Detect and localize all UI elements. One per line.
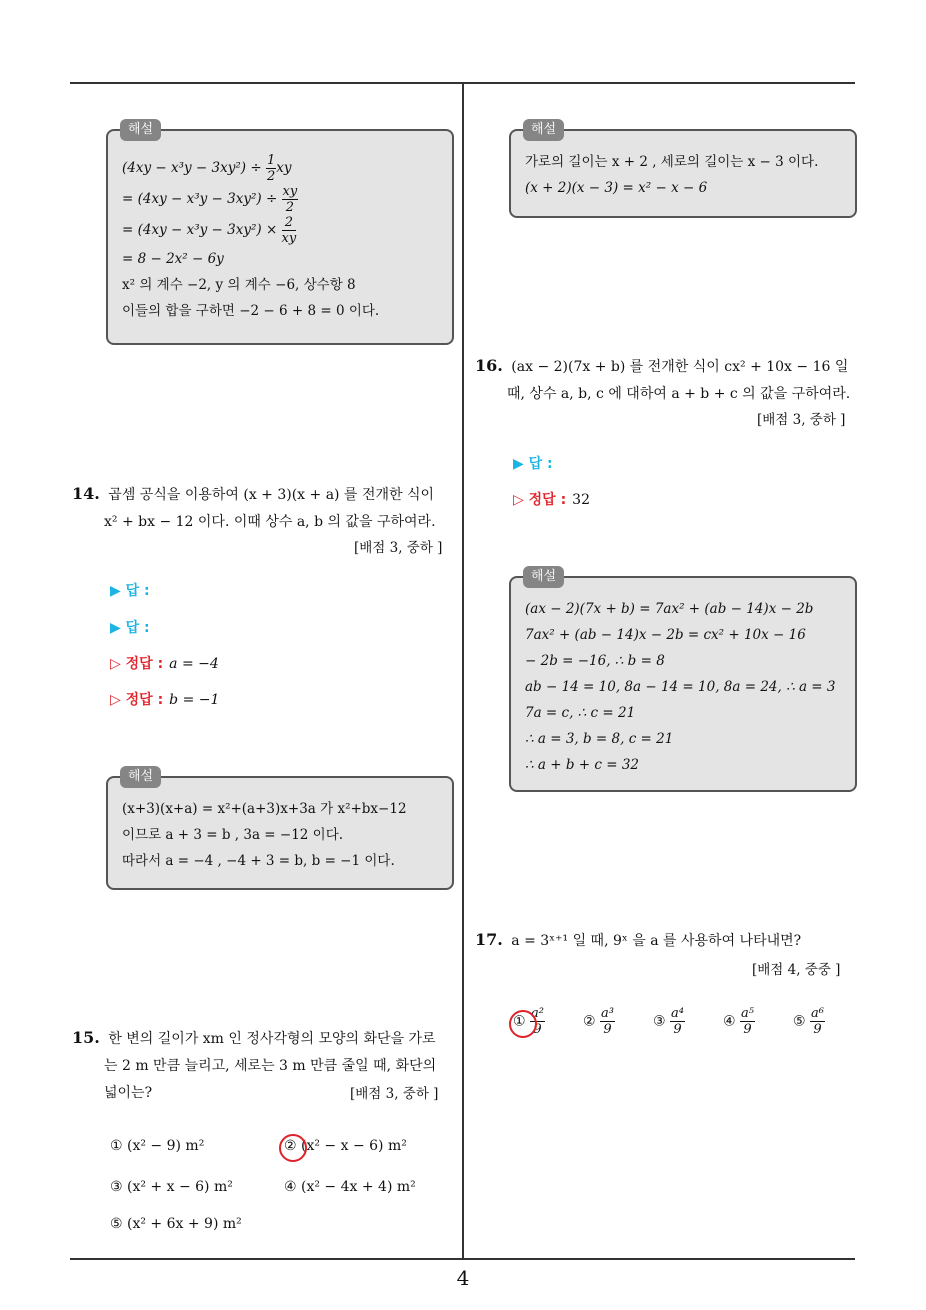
- fraction: $\frac{\text{a⁶}}{9}$: [811, 1006, 824, 1037]
- question-line: a = 3ˣ⁺¹ 일 때, 9ˣ 을 a 를 사용하여 나타내면?: [511, 933, 802, 949]
- sol13-line6: 이들의 합을 구하면 −2 − 6 + 8 = 0 이다.: [122, 303, 380, 319]
- choice-2[interactable]: ② (x² − x − 6) m²: [284, 1138, 407, 1154]
- answer-prompt[interactable]: ▶ 답 :: [110, 620, 150, 636]
- bottom-rule: [70, 1258, 855, 1260]
- choice-5[interactable]: ⑤ $\frac{\text{a⁶}}{9}$: [793, 1006, 824, 1037]
- solution-box-14: [106, 769, 454, 890]
- solution-box-13: [106, 122, 454, 345]
- solution-tag: 해설: [120, 766, 161, 788]
- choice-4[interactable]: ④ (x² − 4x + 4) m²: [284, 1179, 416, 1195]
- choice-1[interactable]: ① $\frac{\text{a²}}{9}$: [513, 1006, 544, 1037]
- sol16-line6: ∴ a = 3, b = 8, c = 21: [525, 731, 674, 747]
- selected-answer-circle: [279, 1134, 307, 1162]
- solution-box-15: [509, 122, 857, 218]
- question-line: 때, 상수 a, b, c 에 대하여 a + b + c 의 값을 구하여라.: [507, 386, 851, 402]
- question-meta: [배점 3, 중하 ]: [354, 540, 443, 556]
- solution-box-16: [509, 569, 857, 792]
- question-meta: [배점 3, 중하 ]: [757, 412, 846, 428]
- correct-answer: ▷ 정답 : a = −4: [110, 656, 219, 672]
- question-16: [475, 352, 865, 408]
- sol16-line1: (ax − 2)(7x + b) = 7ax² + (ab − 14)x − 2b: [525, 601, 814, 617]
- question-number: 15.: [72, 1028, 100, 1047]
- sol15-line1: 가로의 길이는 x + 2 , 세로의 길이는 x − 3 이다.: [525, 154, 819, 170]
- answer-prompt[interactable]: ▶ 답 :: [110, 583, 150, 599]
- choice-3[interactable]: ③ (x² + x − 6) m²: [110, 1179, 233, 1195]
- solution-tag: 해설: [120, 119, 161, 141]
- question-line: (ax − 2)(7x + b) 를 전개한 식이 cx² + 10x − 16 일: [511, 359, 849, 375]
- sol15-line2: (x + 2)(x − 3) = x² − x − 6: [525, 180, 708, 196]
- question-number: 17.: [475, 930, 503, 949]
- fraction: $\frac{xy}{2}$: [282, 184, 298, 215]
- fraction: $\frac{\text{a²}}{9}$: [531, 1006, 544, 1037]
- question-17: [475, 926, 865, 955]
- sol13-line5: x² 의 계수 −2, y 의 계수 −6, 상수항 8: [122, 277, 356, 293]
- question-14: [72, 480, 462, 536]
- fraction: $\frac{1}{2}$: [266, 153, 276, 184]
- question-meta: [배점 3, 중하 ]: [350, 1086, 439, 1102]
- correct-answer: ▷ 정답 : b = −1: [110, 692, 220, 708]
- sol13-line4: = 8 − 2x² − 6y: [122, 251, 224, 267]
- solution-tag: 해설: [523, 119, 564, 141]
- column-divider: [462, 83, 464, 1259]
- choice-3[interactable]: ③ $\frac{\text{a⁴}}{9}$: [653, 1006, 684, 1037]
- solution-tag: 해설: [523, 566, 564, 588]
- answer-prompt[interactable]: ▶ 답 :: [513, 456, 553, 472]
- question-number: 14.: [72, 484, 100, 503]
- page-number: 4: [456, 1266, 470, 1290]
- fraction: $\frac{\text{a⁵}}{9}$: [741, 1006, 754, 1037]
- question-line: 곱셈 공식을 이용하여 (x + 3)(x + a) 를 전개한 식이: [108, 487, 435, 503]
- fraction: $\frac{\text{a⁴}}{9}$: [671, 1006, 684, 1037]
- choice-1[interactable]: ① (x² − 9) m²: [110, 1138, 205, 1154]
- fraction: $\frac{2}{xy}$: [281, 215, 297, 246]
- sol14-line2: 이므로 a + 3 = b , 3a = −12 이다.: [122, 827, 344, 843]
- question-line: 한 변의 길이가 xm 인 정사각형의 모양의 화단을 가로: [108, 1031, 436, 1047]
- correct-answer: ▷ 정답 : 32: [513, 492, 590, 508]
- choice-2[interactable]: ② $\frac{\text{a³}}{9}$: [583, 1006, 614, 1037]
- sol16-line5: 7a = c, ∴ c = 21: [525, 705, 636, 721]
- sol16-line4: ab − 14 = 10, 8a − 14 = 10, 8a = 24, ∴ a = 3: [525, 679, 836, 695]
- sol14-line3: 따라서 a = −4 , −4 + 3 = b, b = −1 이다.: [122, 853, 395, 869]
- sol16-line2: 7ax² + (ab − 14)x − 2b = cx² + 10x − 16: [525, 627, 806, 643]
- fraction: $\frac{\text{a³}}{9}$: [601, 1006, 614, 1037]
- question-line: 는 2 m 만큼 늘리고, 세로는 3 m 만큼 줄일 때, 화단의: [104, 1058, 437, 1074]
- sol14-line1: (x+3)(x+a) = x²+(a+3)x+3a 가 x²+bx−12: [122, 801, 407, 817]
- choice-5[interactable]: ⑤ (x² + 6x + 9) m²: [110, 1216, 242, 1232]
- sol13-line2: = (4xy − x³y − 3xy²) ÷ $\frac{xy}{2}$: [122, 184, 298, 215]
- sol16-line7: ∴ a + b + c = 32: [525, 757, 639, 773]
- question-line: 넓이는?: [104, 1085, 153, 1101]
- sol16-line3: − 2b = −16, ∴ b = 8: [525, 653, 665, 669]
- selected-answer-circle: [509, 1010, 537, 1038]
- choice-4[interactable]: ④ $\frac{\text{a⁵}}{9}$: [723, 1006, 754, 1037]
- sol13-line3: = (4xy − x³y − 3xy²) × $\frac{2}{xy}$: [122, 215, 297, 246]
- sol13-line1: (4xy − x³y − 3xy²) ÷ $\frac{1}{2}$ xy: [122, 153, 292, 184]
- question-meta: [배점 4, 중중 ]: [752, 962, 841, 978]
- question-line: x² + bx − 12 이다. 이때 상수 a, b 의 값을 구하여라.: [104, 514, 436, 530]
- question-number: 16.: [475, 356, 503, 375]
